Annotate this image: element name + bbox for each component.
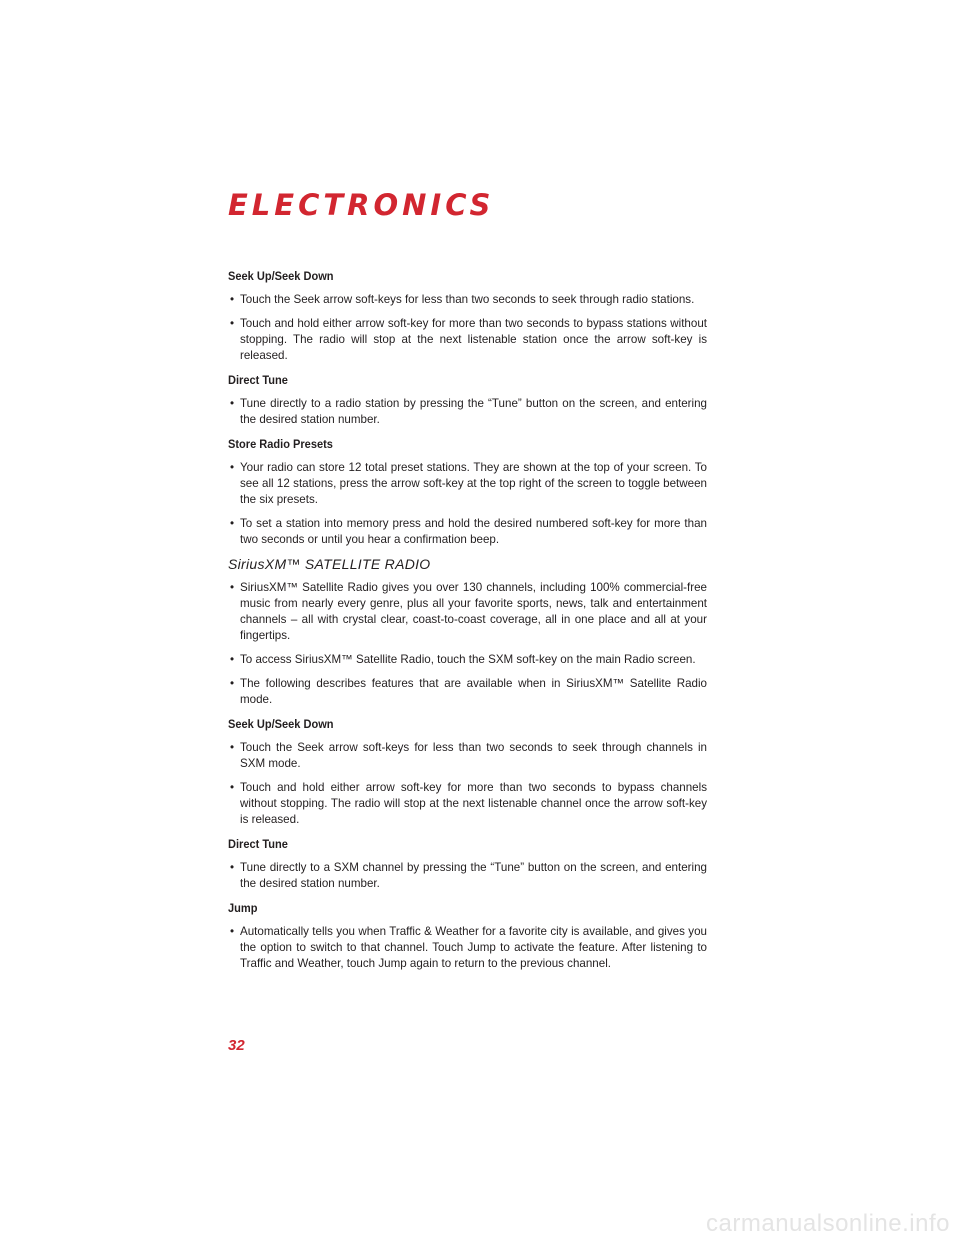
bullet-item: • SiriusXM™ Satellite Radio gives you over 130 channels, including 100% commercial-free music from nearly every genre, plus all your favorite sports, news, talk and entertainment channels – all with crystal clear, coast-to-coast coverage, all in one place and all at your fingertips. — [230, 581, 707, 642]
bullet-item: • Touch the Seek arrow soft-keys for less than two seconds to seek through channels in SXM mode. — [230, 741, 707, 770]
bullet-icon: • — [230, 461, 235, 474]
bullet-item: • Tune directly to a radio station by pressing the “Tune” button on the screen, and entering the desired station number. — [230, 397, 707, 426]
heading-direct-tune-sxm: Direct Tune — [228, 837, 288, 851]
bullet-icon: • — [230, 517, 235, 530]
section-title: ELECTRONICS — [228, 188, 495, 222]
heading-seek-radio: Seek Up/Seek Down — [228, 269, 334, 283]
bullet-icon: • — [230, 317, 235, 330]
heading-jump: Jump — [228, 901, 258, 915]
bullet-item: • Automatically tells you when Traffic & Weather for a favorite city is available, and gives you the option to switch to that channel. Touch Jump to activate the feature. After listening to Traffic and Weather, touch Jump again to return to the previous channel. — [230, 925, 707, 970]
bullet-icon: • — [230, 653, 235, 666]
bullet-item: • To set a station into memory press and hold the desired numbered soft-key for more than two seconds or until you hear a confirmation beep. — [230, 517, 707, 546]
bullet-item: • Touch the Seek arrow soft-keys for less than two seconds to seek through radio stations. — [230, 293, 695, 306]
bullet-icon: • — [230, 293, 235, 306]
watermark: carmanualsonline.info — [706, 1210, 950, 1237]
heading-seek-sxm: Seek Up/Seek Down — [228, 717, 334, 731]
bullet-item: • Touch and hold either arrow soft-key for more than two seconds to bypass stations without stopping. The radio will stop at the next listenable station once the arrow soft-key is released. — [230, 317, 707, 362]
bullet-icon: • — [230, 741, 235, 754]
bullet-item: • The following describes features that are available when in SiriusXM™ Satellite Radio mode. — [230, 677, 707, 706]
bullet-icon: • — [230, 925, 235, 938]
page-content — [228, 268, 707, 980]
heading-store-presets: Store Radio Presets — [228, 437, 333, 451]
heading-direct-tune-radio: Direct Tune — [228, 373, 288, 387]
bullet-icon: • — [230, 677, 235, 690]
bullet-icon: • — [230, 861, 235, 874]
page-number: 32 — [228, 1037, 245, 1054]
subheading-siriusxm: SiriusXM™ SATELLITE RADIO — [228, 556, 431, 572]
bullet-item: • To access SiriusXM™ Satellite Radio, touch the SXM soft-key on the main Radio screen. — [230, 653, 696, 666]
bullet-icon: • — [230, 581, 235, 594]
bullet-item: • Your radio can store 12 total preset stations. They are shown at the top of your screen. To see all 12 stations, press the arrow soft-key at the top right of the screen to toggle between the six presets. — [230, 461, 707, 506]
bullet-item: • Tune directly to a SXM channel by pressing the “Tune” button on the screen, and entering the desired station number. — [230, 861, 707, 890]
bullet-icon: • — [230, 781, 235, 794]
bullet-item: • Touch and hold either arrow soft-key for more than two seconds to bypass channels without stopping. The radio will stop at the next listenable channel once the arrow soft-key is released. — [230, 781, 707, 826]
bullet-icon: • — [230, 397, 235, 410]
